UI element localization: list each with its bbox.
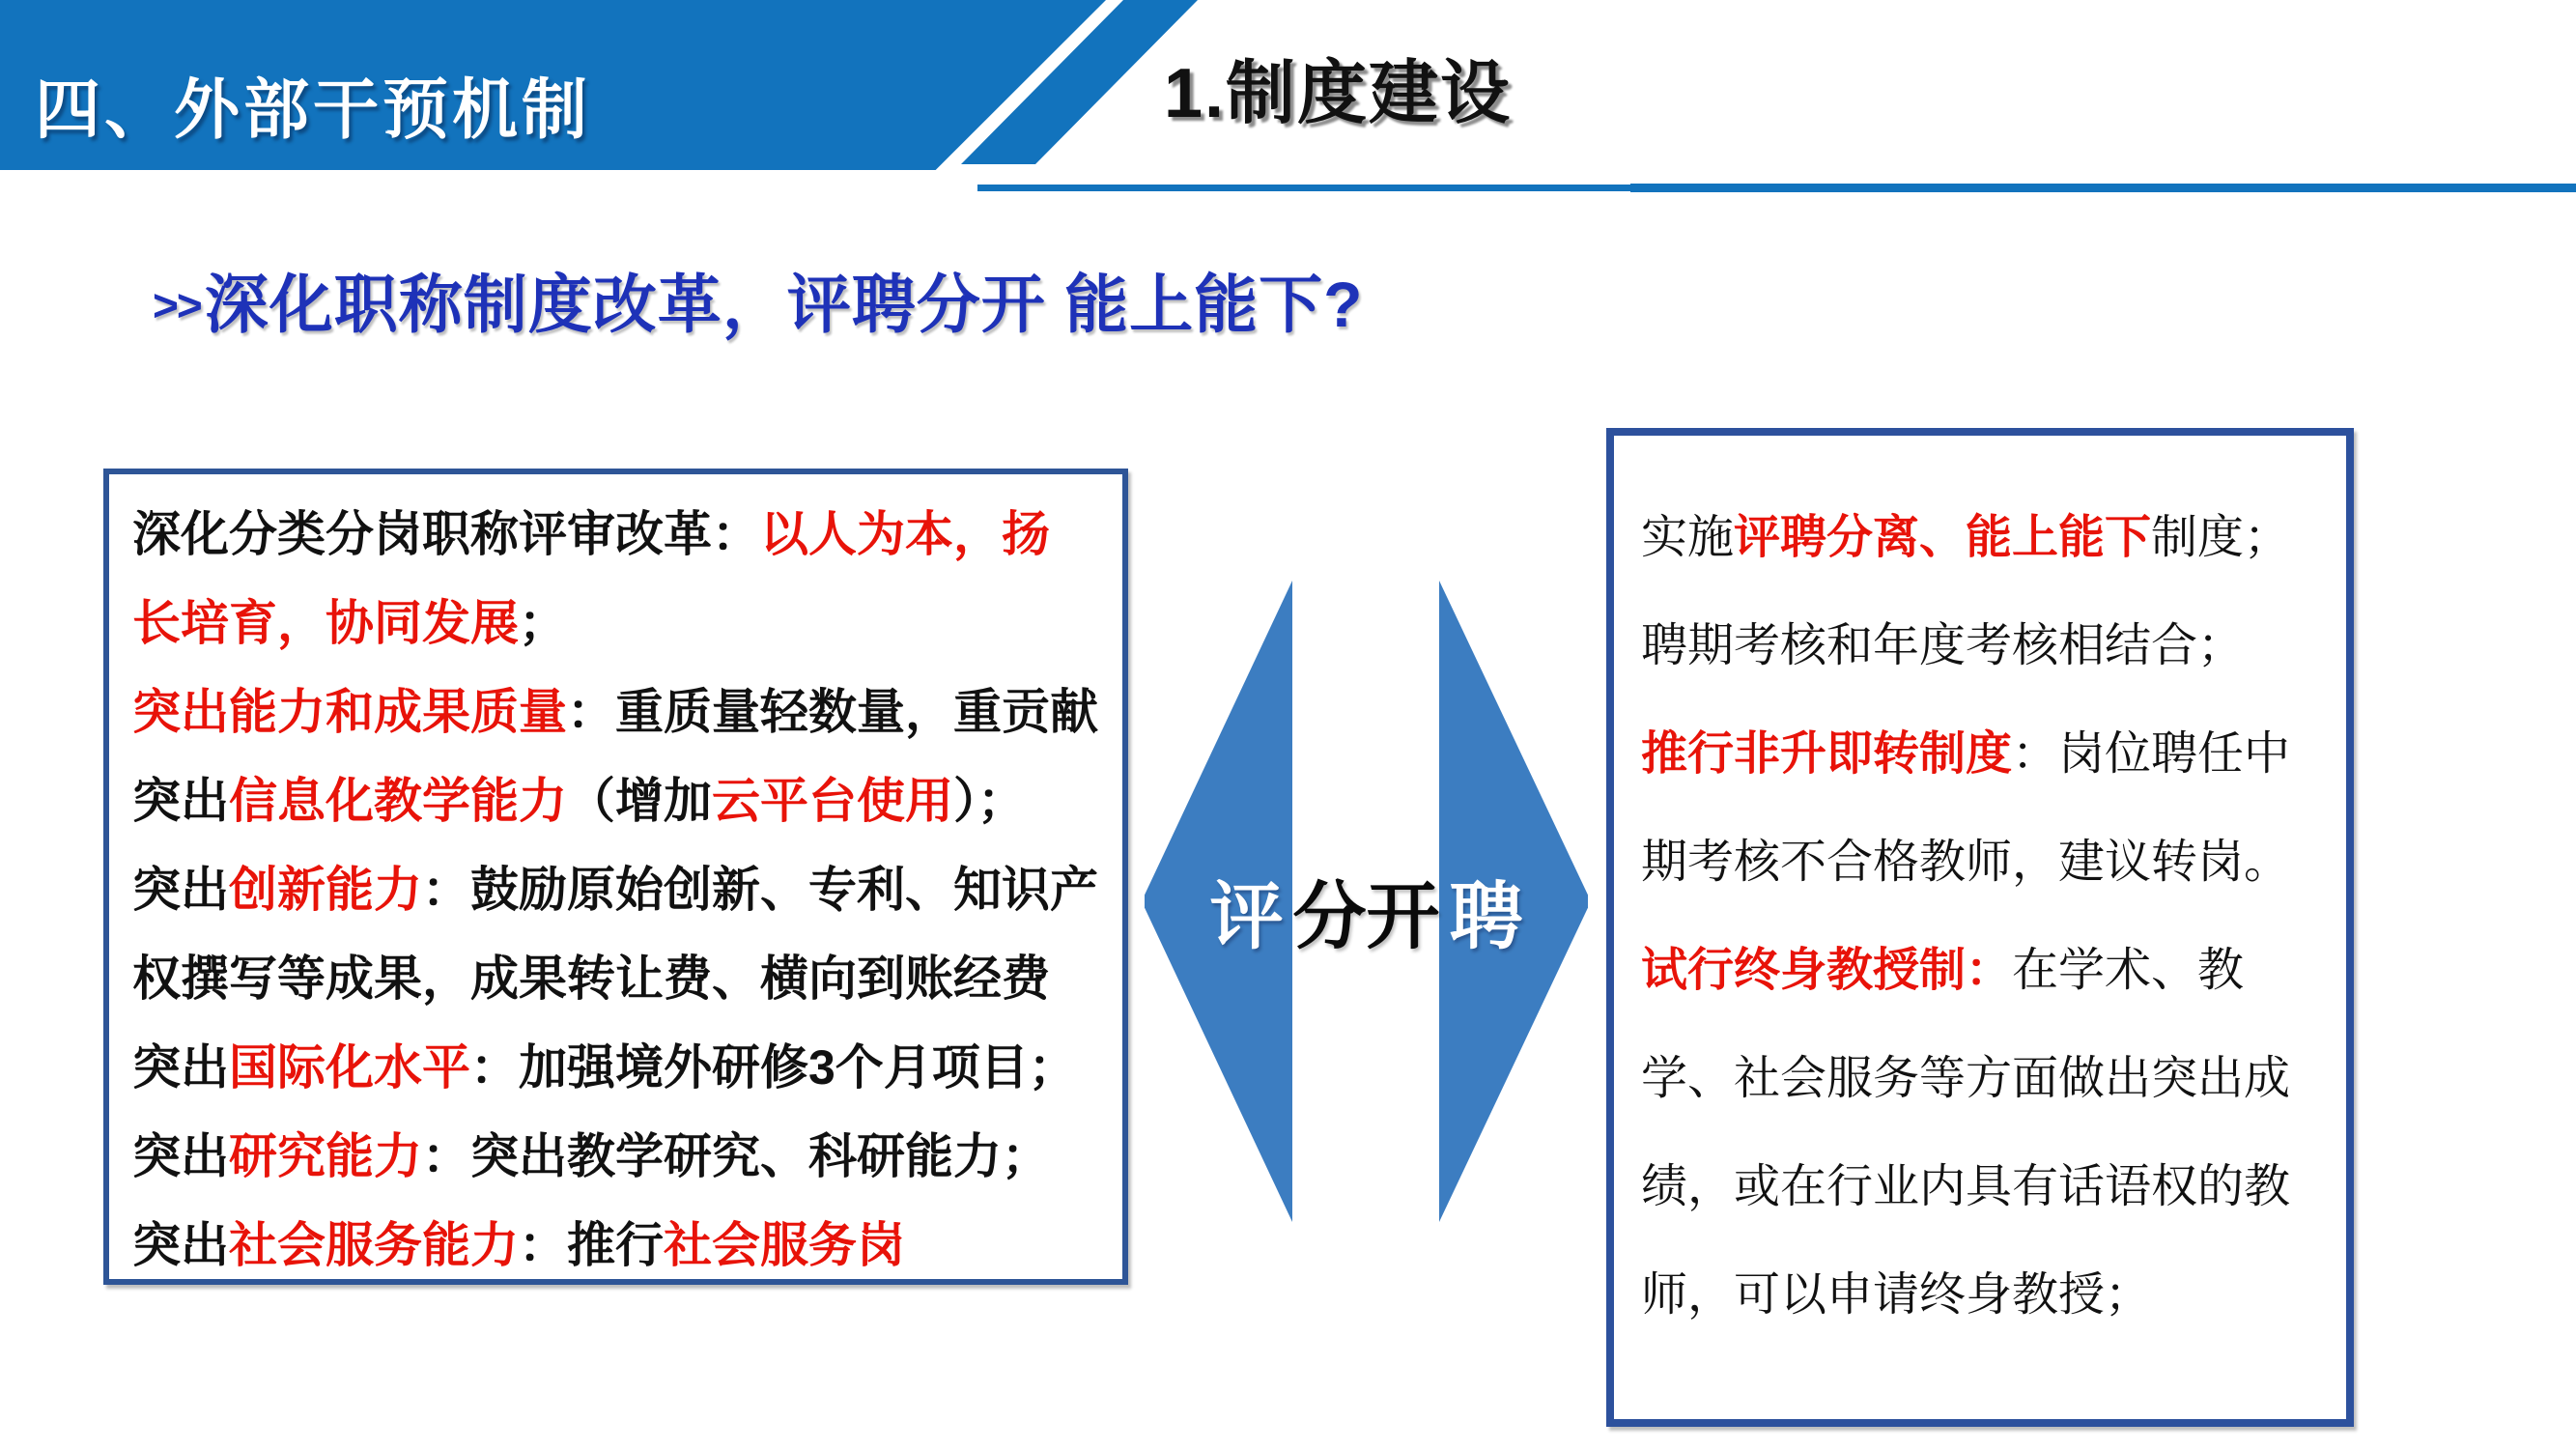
text-segment: 突出	[132, 1040, 229, 1095]
text-segment: ：推行	[519, 1218, 664, 1272]
left-panel-line	[132, 1112, 1122, 1201]
text-segment: 绩，或在行业内具有话语权的教	[1641, 1161, 2291, 1212]
text-segment: （增加	[567, 774, 712, 828]
text-segment: 社会服务能力	[229, 1218, 519, 1272]
eval-label: 评	[1209, 876, 1284, 958]
right-panel-line	[1641, 1241, 2346, 1350]
left-panel-line	[132, 756, 1122, 845]
subtitle-text: 深化职称制度改革，评聘分开 能上能下?	[204, 269, 1364, 340]
text-segment: 突出	[132, 774, 229, 828]
text-segment: 创新能力	[229, 863, 422, 917]
text-segment: 在学术、教	[2012, 945, 2245, 996]
text-segment: 研究能力	[229, 1129, 422, 1183]
text-segment: 云平台使用	[712, 774, 953, 828]
text-segment: 突出	[132, 1218, 229, 1272]
slide-section-heading: 四、外部干预机制	[35, 73, 592, 147]
left-panel-line	[132, 934, 1122, 1023]
text-segment: 深化分类分岗职称评审改革：	[132, 507, 760, 561]
text-segment: ：加强境外研修3个月项目；	[470, 1040, 1077, 1095]
text-segment: 突出	[132, 863, 229, 917]
text-segment: 权撰写等成果，成果转让费、横向到账经费	[132, 952, 1050, 1006]
text-segment: ：鼓励原始创新、专利、知识产	[422, 863, 1098, 917]
text-segment: 以人为本，扬	[760, 507, 1050, 561]
text-segment: 突出	[132, 1129, 229, 1183]
left-panel-line	[132, 1201, 1122, 1285]
text-segment: 学、社会服务等方面做出突出成	[1641, 1053, 2291, 1104]
chevrons-icon: >>	[153, 280, 201, 330]
right-panel-line	[1641, 1025, 2346, 1133]
page-title: 1.制度建设	[1164, 55, 1513, 132]
text-segment: 信息化教学能力	[229, 774, 567, 828]
text-segment: 实施	[1641, 512, 1735, 563]
left-panel-line	[132, 668, 1122, 756]
text-segment: 试行终身教授制：	[1641, 945, 2013, 996]
hire-label: 聘	[1449, 876, 1523, 958]
text-segment: ：岗位聘任中	[2012, 728, 2291, 780]
left-panel-line	[132, 1023, 1122, 1112]
text-segment: ）；	[953, 774, 1026, 828]
text-segment: 聘期考核和年度考核相结合；	[1641, 620, 2245, 671]
system-implementation-panel	[1606, 428, 2354, 1427]
text-segment: 社会服务岗	[664, 1218, 905, 1272]
subtitle	[153, 253, 1363, 345]
text-segment: 师，可以申请终身教授；	[1641, 1269, 2152, 1321]
text-segment: ：重质量轻数量，重贡献	[567, 685, 1098, 739]
title-underline-right-segment	[1630, 184, 2576, 192]
text-segment: 制度；	[2151, 512, 2291, 563]
left-panel-line	[132, 490, 1122, 579]
text-segment: ；	[519, 596, 567, 650]
reform-measures-panel	[103, 469, 1128, 1285]
text-segment: ：突出教学研究、科研能力；	[422, 1129, 1050, 1183]
text-segment: 推行非升即转制度	[1641, 728, 2013, 780]
right-panel-line	[1641, 484, 2346, 592]
right-panel-line	[1641, 809, 2346, 917]
text-segment: 长培育，协同发展	[132, 596, 519, 650]
left-panel-line	[132, 845, 1122, 934]
text-segment: 突出能力和成果质量	[132, 685, 567, 739]
separation-label-group	[1145, 858, 1588, 963]
right-panel-line	[1641, 700, 2346, 809]
separate-label: 分开	[1292, 876, 1440, 958]
right-panel-line	[1641, 592, 2346, 700]
text-segment: 国际化水平	[229, 1040, 470, 1095]
text-segment: 评聘分离、能上能下	[1734, 512, 2152, 563]
right-panel-line	[1641, 1133, 2346, 1241]
text-segment: 期考核不合格教师，建议转岗。	[1641, 837, 2291, 888]
title-underline-left-segment	[977, 185, 1630, 191]
left-panel-line	[132, 579, 1122, 668]
right-panel-line	[1641, 917, 2346, 1025]
